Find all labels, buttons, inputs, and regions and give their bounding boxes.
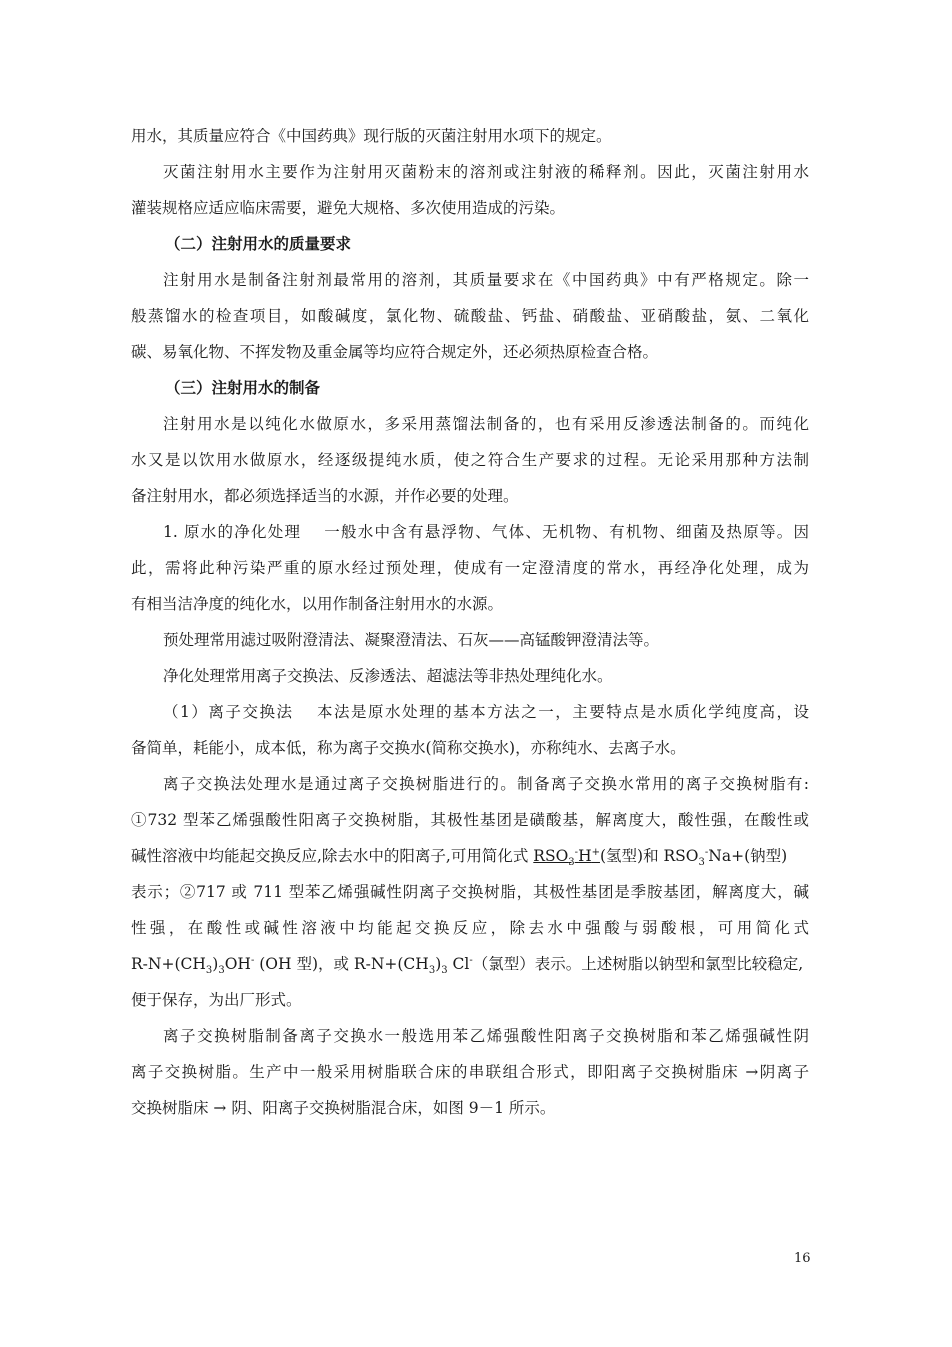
text-line: 便于保存，为出厂形式。 <box>131 991 302 1009</box>
formula-fragment: ) <box>435 955 442 973</box>
text-fragment: (OH 型)，或 R-N+(CH <box>254 955 429 973</box>
superscript: - <box>250 954 255 966</box>
text-line: 注射用水是制备注射剂最常用的溶剂，其质量要求在《中国药典》中有严格规定。除一 <box>163 271 809 289</box>
body-text <box>131 118 809 1126</box>
formula-fragment: OH <box>224 955 251 973</box>
subscript: 3 <box>218 965 225 977</box>
text-line: 预处理常用滤过吸附澄清法、凝聚澄清法、石灰——高锰酸钾澄清法等。 <box>163 631 660 649</box>
subscript: 3 <box>428 965 436 977</box>
text-line: 备简单，耗能小，成本低，称为离子交换水(简称交换水)，亦称纯水、去离子水。 <box>131 739 686 757</box>
text-line: ①732 型苯乙烯强酸性阳离子交换树脂，其极性基团是磺酸基，解离度大，酸性强，在酸性或 <box>131 811 809 829</box>
superscript: - <box>574 846 579 858</box>
text-line: 碳、易氧化物、不挥发物及重金属等均应符合规定外，还必须热原检查合格。 <box>131 343 659 361</box>
text-line-formula <box>131 838 809 874</box>
text-line: 用水，其质量应符合《中国药典》现行版的灭菌注射用水项下的规定。 <box>131 127 612 145</box>
formula-fragment: R-N+(CH <box>131 955 206 973</box>
text-line: 性强，在酸性或碱性溶液中均能起交换反应，除去水中强酸与弱酸根，可用简化式 <box>131 919 809 937</box>
text-line: （1）离子交换法 本法是原水处理的基本方法之一，主要特点是水质化学纯度高，设 <box>163 703 809 721</box>
formula-fragment: H <box>578 847 592 865</box>
section-heading: （二）注射用水的质量要求 <box>165 235 352 253</box>
text-line: 1. 原水的净化处理 一般水中含有悬浮物、气体、无机物、有机物、细菌及热原等。因 <box>163 523 809 541</box>
text-line: 此，需将此种污染严重的原水经过预处理，使成有一定澄清度的常水，再经净化处理，成为 <box>131 559 809 577</box>
text-line: 有相当洁净度的纯化水，以用作制备注射用水的水源。 <box>131 595 504 613</box>
formula-fragment: ) <box>212 955 219 973</box>
text-fragment: Na+(钠型) <box>708 847 788 865</box>
subscript: 3 <box>568 857 575 869</box>
text-line: 灌装规格应适应临床需要，避免大规格、多次使用造成的污染。 <box>131 199 566 217</box>
text-line: 注射用水是以纯化水做原水，多采用蒸馏法制备的，也有采用反渗透法制备的。而纯化 <box>163 415 809 433</box>
superscript: - <box>469 954 473 966</box>
subscript: 3 <box>441 965 448 977</box>
formula-hydrogen-form <box>533 846 600 869</box>
text-line: 水又是以饮用水做原水，经逐级提纯水质，使之符合生产要求的过程。无论采用那种方法制 <box>131 451 809 469</box>
page-number: 16 <box>794 1251 811 1266</box>
text-fragment: (氢型)和 RSO <box>599 847 699 865</box>
text-line: 离子交换法处理水是通过离子交换树脂进行的。制备离子交换水常用的离子交换树脂有: <box>163 775 809 793</box>
formula-fragment: Cl <box>447 955 470 973</box>
subscript: 3 <box>205 965 213 977</box>
text-line: 备注射用水，都必须选择适当的水源，并作必要的处理。 <box>131 487 519 505</box>
text-line: 表示；②717 或 711 型苯乙烯强碱性阴离子交换树脂，其极性基团是季胺基团，解离度大，碱 <box>131 883 809 901</box>
formula-fragment: RSO <box>533 847 569 865</box>
section-heading: （三）注射用水的制备 <box>165 379 321 397</box>
superscript: + <box>591 846 600 858</box>
text-fragment: 碱性溶液中均能起交换反应,除去水中的阳离子,可用简化式 <box>131 847 534 865</box>
text-line: 交换树脂床 → 阴、阳离子交换树脂混合床，如图 9－1 所示。 <box>131 1099 556 1117</box>
text-fragment: （氯型）表示。上述树脂以钠型和氯型比较稳定, <box>472 955 804 973</box>
text-line: 离子交换树脂。生产中一般采用树脂联合床的串联组合形式，即阳离子交换树脂床 →阴离子 <box>131 1063 809 1081</box>
superscript: - <box>704 846 709 858</box>
text-line: 般蒸馏水的检查项目，如酸碱度，氯化物、硫酸盐、钙盐、硝酸盐、亚硝酸盐，氨、二氧化 <box>131 307 809 325</box>
text-line: 净化处理常用离子交换法、反渗透法、超滤法等非热处理纯化水。 <box>163 667 613 685</box>
text-line-formula <box>131 946 809 982</box>
text-line: 灭菌注射用水主要作为注射用灭菌粉末的溶剂或注射液的稀释剂。因此，灭菌注射用水 <box>163 163 809 181</box>
subscript: 3 <box>698 857 705 869</box>
text-line: 离子交换树脂制备离子交换水一般选用苯乙烯强酸性阳离子交换树脂和苯乙烯强碱性阴 <box>163 1027 809 1045</box>
